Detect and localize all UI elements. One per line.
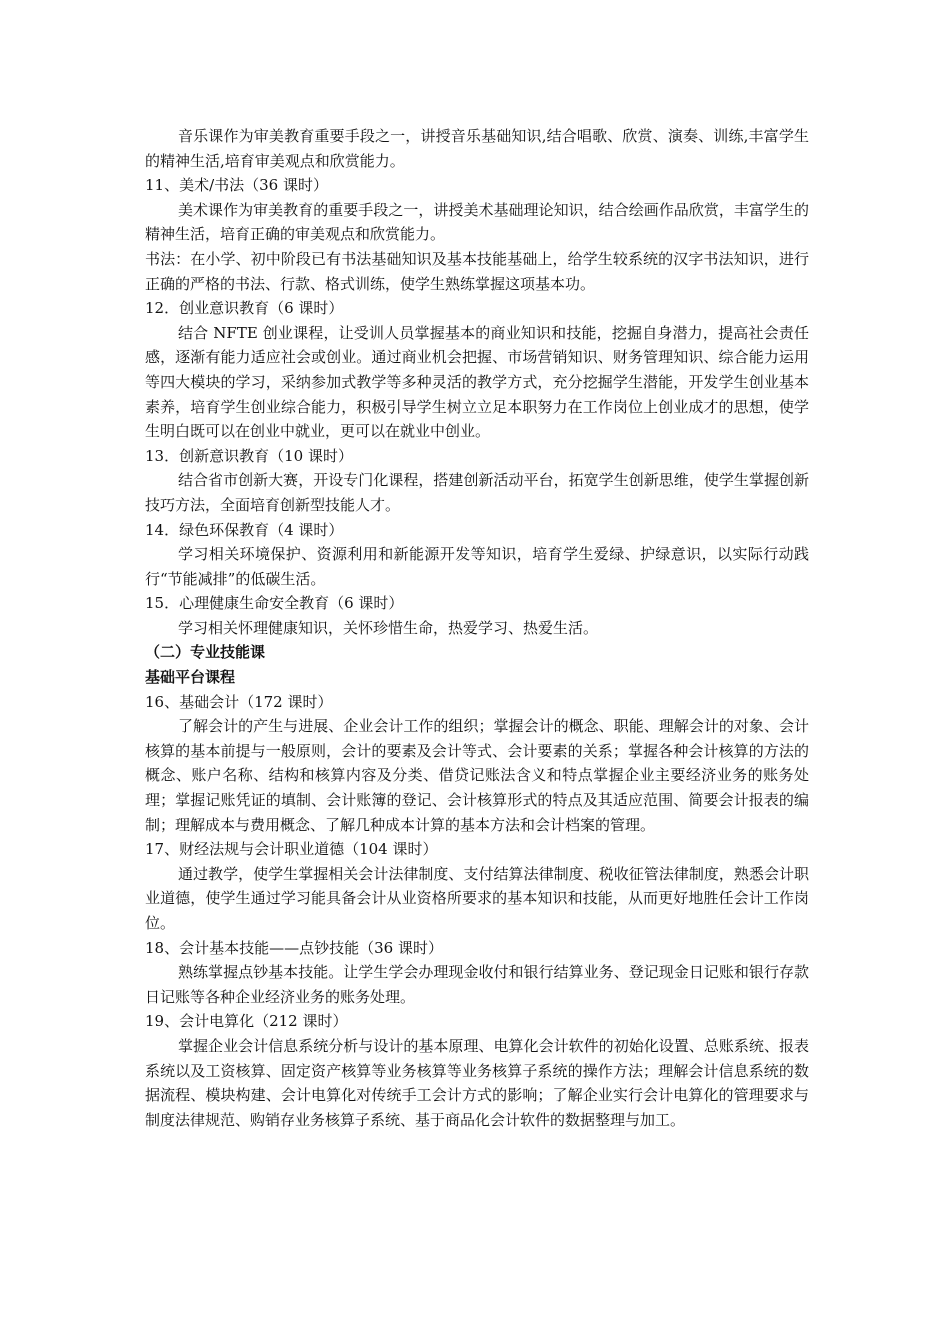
section-heading-professional-skills: （二）专业技能课 — [145, 643, 266, 662]
document-body — [145, 124, 809, 1132]
heading-financial-regulations: 17、财经法规与会计职业道德（104 课时） — [145, 840, 438, 859]
paragraph-music: 音乐课作为审美教育重要手段之一，讲授音乐基础知识,结合唱歌、欣赏、演奏、训练,丰富学生的精神生活,培育审美观点和欣赏能力。 — [145, 127, 809, 170]
subsection-heading-foundation-courses: 基础平台课程 — [145, 668, 236, 687]
paragraph-calligraphy: 书法：在小学、初中阶段已有书法基础知识及基本技能基础上，给学生较系统的汉字书法知识，进行正确的严格的书法、行款、格式训练，使学生熟练掌握这项基本功。 — [145, 249, 809, 293]
heading-innovation: 13．创新意识教育（10 课时） — [145, 446, 353, 465]
paragraph-mental-health: 学习相关怀理健康知识，关怀珍惜生命，热爱学习、热爱生活。 — [178, 618, 599, 637]
paragraph-art: 美术课作为审美教育的重要手段之一，讲授美术基础理论知识，结合绘画作品欣赏，丰富学生的精神生活，培育正确的审美观点和欣赏能力。 — [145, 200, 809, 244]
heading-green-environment: 14．绿色环保教育（4 课时） — [145, 520, 344, 539]
paragraph-basic-accounting: 了解会计的产生与进展、企业会计工作的组织；掌握会计的概念、职能、理解会计的对象、会计核算的基本前提与一般原则，会计的要素及会计等式、会计要素的关系；掌握各种会计核算的方法的概念、账户名称、结构和核算内容及分类、借贷记账法含义和特点掌握企业主要经济业务的账务处理；掌握记账凭证的填制、会计账簿的登记、会计核算形式的特点及其适应范围、简要会计报表的编制；理解成本与费用概念、了解几种成本计算的基本方法和会计档案的管理。 — [145, 717, 809, 834]
heading-computerized-accounting: 19、会计电算化（212 课时） — [145, 1012, 348, 1031]
heading-basic-accounting: 16、基础会计（172 课时） — [145, 692, 333, 711]
paragraph-computerized-accounting: 掌握企业会计信息系统分析与设计的基本原理、电算化会计软件的初始化设置、总账系统、报表系统以及工资核算、固定资产核算等业务核算等业务核算子系统的操作方法；理解会计信息系统的数据流程、模块构建、会计电算化对传统手工会计方式的影响；了解企业实行会计电算化的管理要求与制度法律规范、购销存业务核算子系统、基于商品化会计软件的数据整理与加工。 — [145, 1036, 809, 1129]
paragraph-cash-counting: 熟练掌握点钞基本技能。让学生学会办理现金收付和银行结算业务、登记现金日记账和银行存款日记账等各种企业经济业务的账务处理。 — [145, 963, 809, 1006]
heading-mental-health: 15．心理健康生命安全教育（6 课时） — [145, 594, 404, 613]
paragraph-innovation: 结合省市创新大赛，开设专门化课程，搭建创新活动平台，拓宽学生创新思维，使学生掌握创新技巧方法，全面培育创新型技能人才。 — [145, 471, 809, 514]
paragraph-entrepreneurship: 结合 NFTE 创业课程，让受训人员掌握基本的商业知识和技能，挖掘自身潜力，提高社会责任感，逐渐有能力适应社会或创业。通过商业机会把握、市场营销知识、财务管理知识、综合能力运用等四大模块的学习，采纳参加式教学等多种灵活的教学方式，充分挖掘学生潜能，开发学生创业基本素养，培育学生创业综合能力，积极引导学生树立立足本职努力在工作岗位上创业成才的思想，使学生明白既可以在创业中就业，更可以在就业中创业。 — [145, 323, 809, 441]
heading-entrepreneurship: 12．创业意识教育（6 课时） — [145, 299, 344, 318]
paragraph-financial-regulations: 通过教学，使学生掌握相关会计法律制度、支付结算法律制度、税收征管法律制度，熟悉会计职业道德，使学生通过学习能具备会计从业资格所要求的基本知识和技能，从而更好地胜任会计工作岗位。 — [145, 864, 809, 932]
heading-art-calligraphy: 11、美术/书法（36 课时） — [145, 176, 328, 195]
paragraph-green-environment: 学习相关环境保护、资源利用和新能源开发等知识，培育学生爱绿、护绿意识，以实际行动践行“节能减排”的低碳生活。 — [145, 545, 809, 588]
heading-cash-counting: 18、会计基本技能——点钞技能（36 课时） — [145, 938, 443, 957]
